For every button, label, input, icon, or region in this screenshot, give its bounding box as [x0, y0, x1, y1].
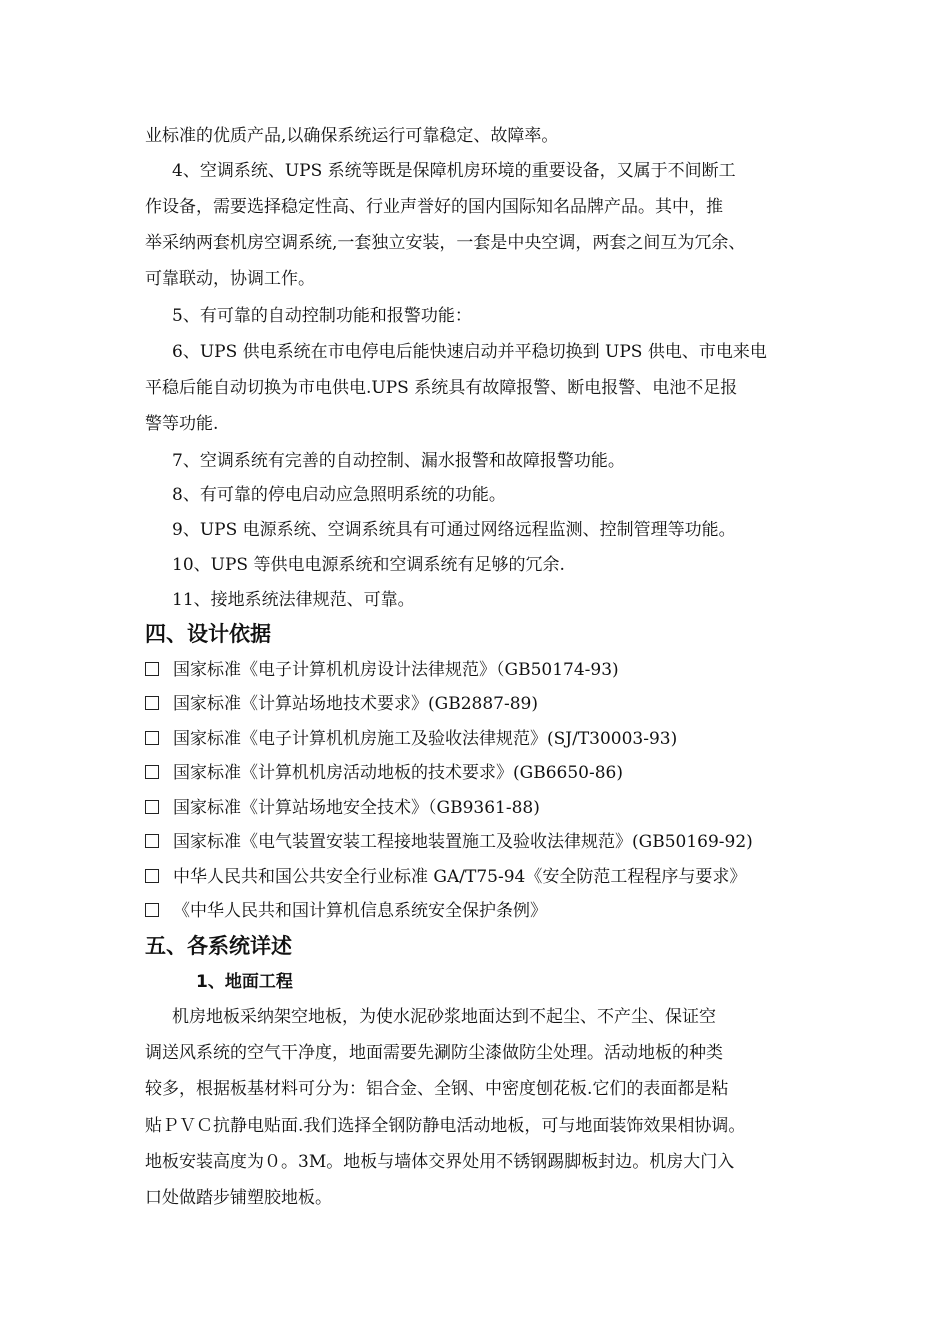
list-item-text: 国家标准《电子计算机机房设计法律规范》（GB50174-93) — [173, 660, 619, 680]
paragraph-line: 较多，根据板基材料可分为：铝合金、全钢、中密度刨花板.它们的表面都是粘 — [145, 1079, 729, 1099]
checkbox-square-icon — [145, 869, 159, 883]
list-item-text: 中华人民共和国公共安全行业标准 GA/T75-94《安全防范工程程序与要求》 — [173, 867, 747, 887]
checkbox-square-icon — [145, 731, 159, 745]
paragraph-line: 7、空调系统有完善的自动控制、漏水报警和故障报警功能。 — [172, 451, 625, 471]
checkbox-square-icon — [145, 834, 159, 848]
list-item — [145, 728, 677, 750]
paragraph-line: 8、有可靠的停电启动应急照明系统的功能。 — [172, 485, 506, 505]
list-item-text: 国家标准《计算机机房活动地板的技术要求》(GB6650-86) — [173, 763, 623, 783]
paragraph-line: 举采纳两套机房空调系统,一套独立安装，一套是中央空调，两套之间互为冗余、 — [145, 233, 746, 253]
paragraph-line: 地板安装高度为０。3M。地板与墙体交界处用不锈钢踢脚板封边。机房大门入 — [145, 1152, 735, 1172]
list-item — [145, 797, 540, 819]
paragraph-line: 警等功能. — [145, 414, 219, 434]
list-item-text: 国家标准《计算站场地安全技术》（GB9361-88) — [173, 798, 540, 818]
checkbox-square-icon — [145, 765, 159, 779]
list-item-text: 国家标准《计算站场地技术要求》(GB2887-89) — [173, 694, 538, 714]
paragraph-line: 可靠联动，协调工作。 — [145, 269, 315, 289]
section-heading: 五、各系统详述 — [145, 934, 292, 958]
list-item — [145, 900, 547, 922]
paragraph-line: 6、UPS 供电系统在市电停电后能快速启动并平稳切换到 UPS 供电、市电来电 — [172, 342, 767, 362]
paragraph-line: 5、有可靠的自动控制功能和报警功能： — [172, 306, 472, 326]
paragraph-line: 平稳后能自动切换为市电供电.UPS 系统具有故障报警、断电报警、电池不足报 — [145, 378, 738, 398]
list-item-text: 《中华人民共和国计算机信息系统安全保护条例》 — [173, 901, 547, 921]
paragraph-line: 4、空调系统、UPS 系统等既是保障机房环境的重要设备，又属于不间断工 — [172, 161, 736, 181]
paragraph-line: 11、接地系统法律规范、可靠。 — [172, 590, 415, 610]
paragraph-line: 机房地板采纳架空地板，为使水泥砂浆地面达到不起尘、不产尘、保证空 — [172, 1007, 716, 1027]
list-item — [145, 866, 746, 888]
paragraph-line: 9、UPS 电源系统、空调系统具有可通过网络远程监测、控制管理等功能。 — [172, 520, 736, 540]
subsection-heading: 1、地面工程 — [196, 972, 293, 992]
list-item-text: 国家标准《电子计算机机房施工及验收法律规范》(SJ/T30003-93) — [173, 729, 678, 749]
list-item — [145, 762, 623, 784]
paragraph-line: 10、UPS 等供电电源系统和空调系统有足够的冗余. — [172, 555, 565, 575]
checkbox-square-icon — [145, 696, 159, 710]
paragraph-line: 调送风系统的空气干净度，地面需要先涮防尘漆做防尘处理。活动地板的种类 — [145, 1043, 723, 1063]
section-heading: 四、设计依据 — [145, 622, 271, 646]
list-item-text: 国家标准《电气装置安装工程接地装置施工及验收法律规范》(GB50169-92) — [173, 832, 753, 852]
checkbox-square-icon — [145, 662, 159, 676]
checkbox-square-icon — [145, 903, 159, 917]
list-item — [145, 693, 538, 715]
list-item — [145, 831, 753, 853]
paragraph-line: 口处做踏步铺塑胶地板。 — [145, 1188, 332, 1208]
paragraph-line: 业标准的优质产品,以确保系统运行可靠稳定、故障率。 — [145, 126, 559, 146]
checkbox-square-icon — [145, 800, 159, 814]
paragraph-line: 贴ＰＶＣ抗静电贴面.我们选择全钢防静电活动地板，可与地面装饰效果相协调。 — [145, 1116, 746, 1136]
list-item — [145, 659, 619, 681]
paragraph-line: 作设备，需要选择稳定性高、行业声誉好的国内国际知名品牌产品。其中，推 — [145, 197, 723, 217]
